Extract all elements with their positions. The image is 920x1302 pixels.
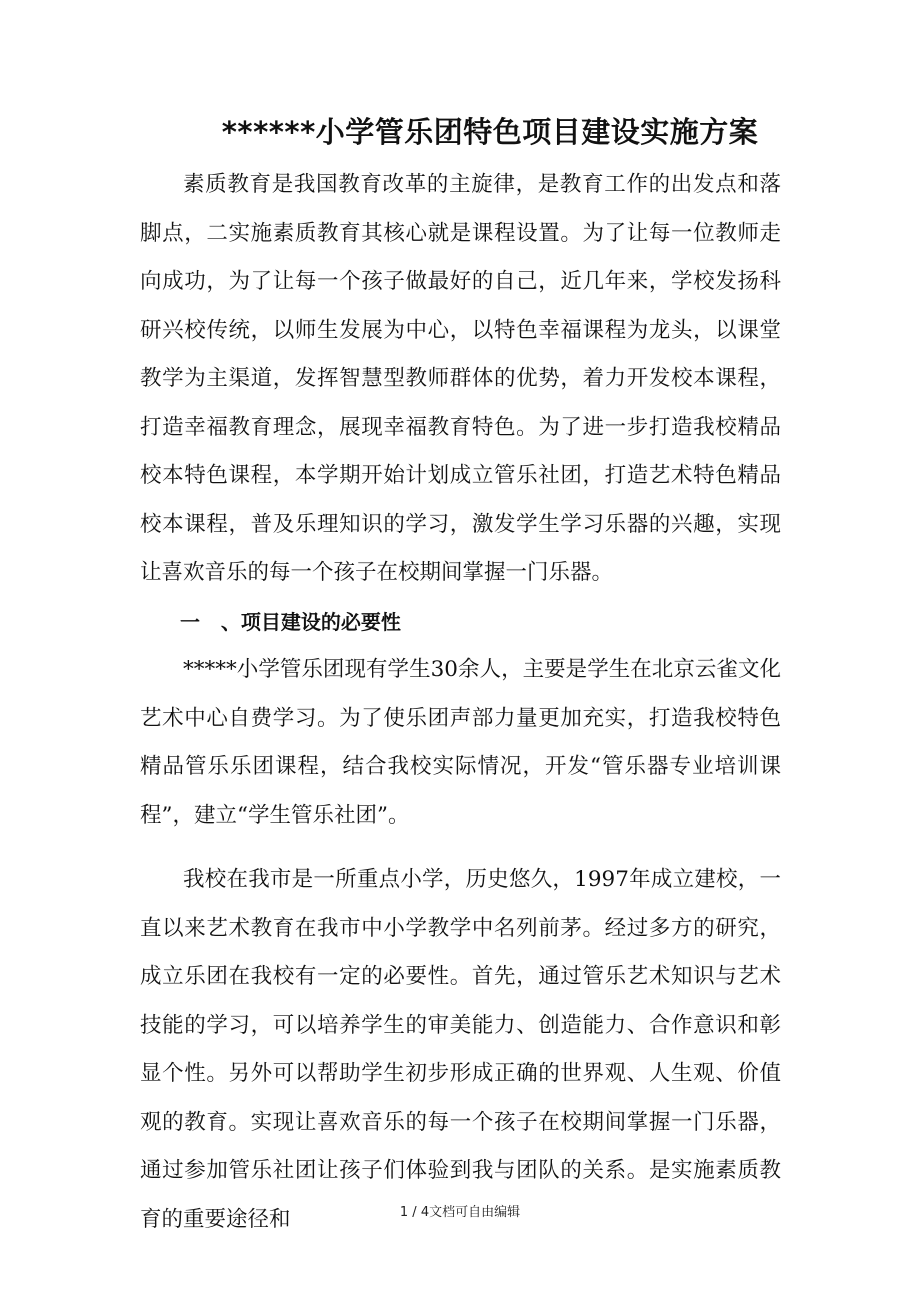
paragraph-band-status: *****小学管乐团现有学生30余人，主要是学生在北京云雀文化艺术中心自费学习。为了使乐团声部力量更加充实，打造我校特色精品管乐乐团课程，结合我校实际情况，开发“管乐器专业培训课程”，建立“学生管乐社团”。 (140, 657, 781, 828)
document-body (140, 161, 781, 1244)
section-heading: 一 、项目建设的必要性 (180, 609, 401, 634)
document-title: ******小学管乐团特色项目建设实施方案 (221, 115, 759, 149)
paragraph-gap (140, 840, 781, 856)
page-footer: 1 / 4文档可自由编辑 (399, 1205, 521, 1220)
paragraph-intro: 素质教育是我国教育改革的主旋律，是教育工作的出发点和落脚点，二实施素质教育其核心就是课程设置。为了让每一位教师走向成功，为了让每一个孩子做最好的自己，近几年来，学校发扬科研兴校传统，以师生发展为中心，以特色幸福课程为龙头，以课堂教学为主渠道，发挥智慧型教师群体的优势，着力开发校本课程，打造幸福教育理念，展现幸福教育特色。为了进一步打造我校精品校本特色课程，本学期开始计划成立管乐社团，打造艺术特色精品校本课程，普及乐理知识的学习，激发学生学习乐器的兴趣，实现让喜欢音乐的每一个孩子在校期间掌握一门乐器。 (140, 172, 781, 585)
paragraph-necessity: 我校在我市是一所重点小学，历史悠久，1997年成立建校，一直以来艺术教育在我市中小学教学中名列前茅。经过多方的研究，成立乐团在我校有一定的必要性。首先，通过管乐艺术知识与艺术技能的学习，可以培养学生的审美能力、创造能力、合作意识和彰显个性。另外可以帮助学生初步形成正确的世界观、人生观、价值观的教育。实现让喜欢音乐的每一个孩子在校期间掌握一门乐器，通过参加管乐社团让孩子们体验到我与团队的关系。是实施素质教育的重要途径和 (140, 867, 781, 1232)
